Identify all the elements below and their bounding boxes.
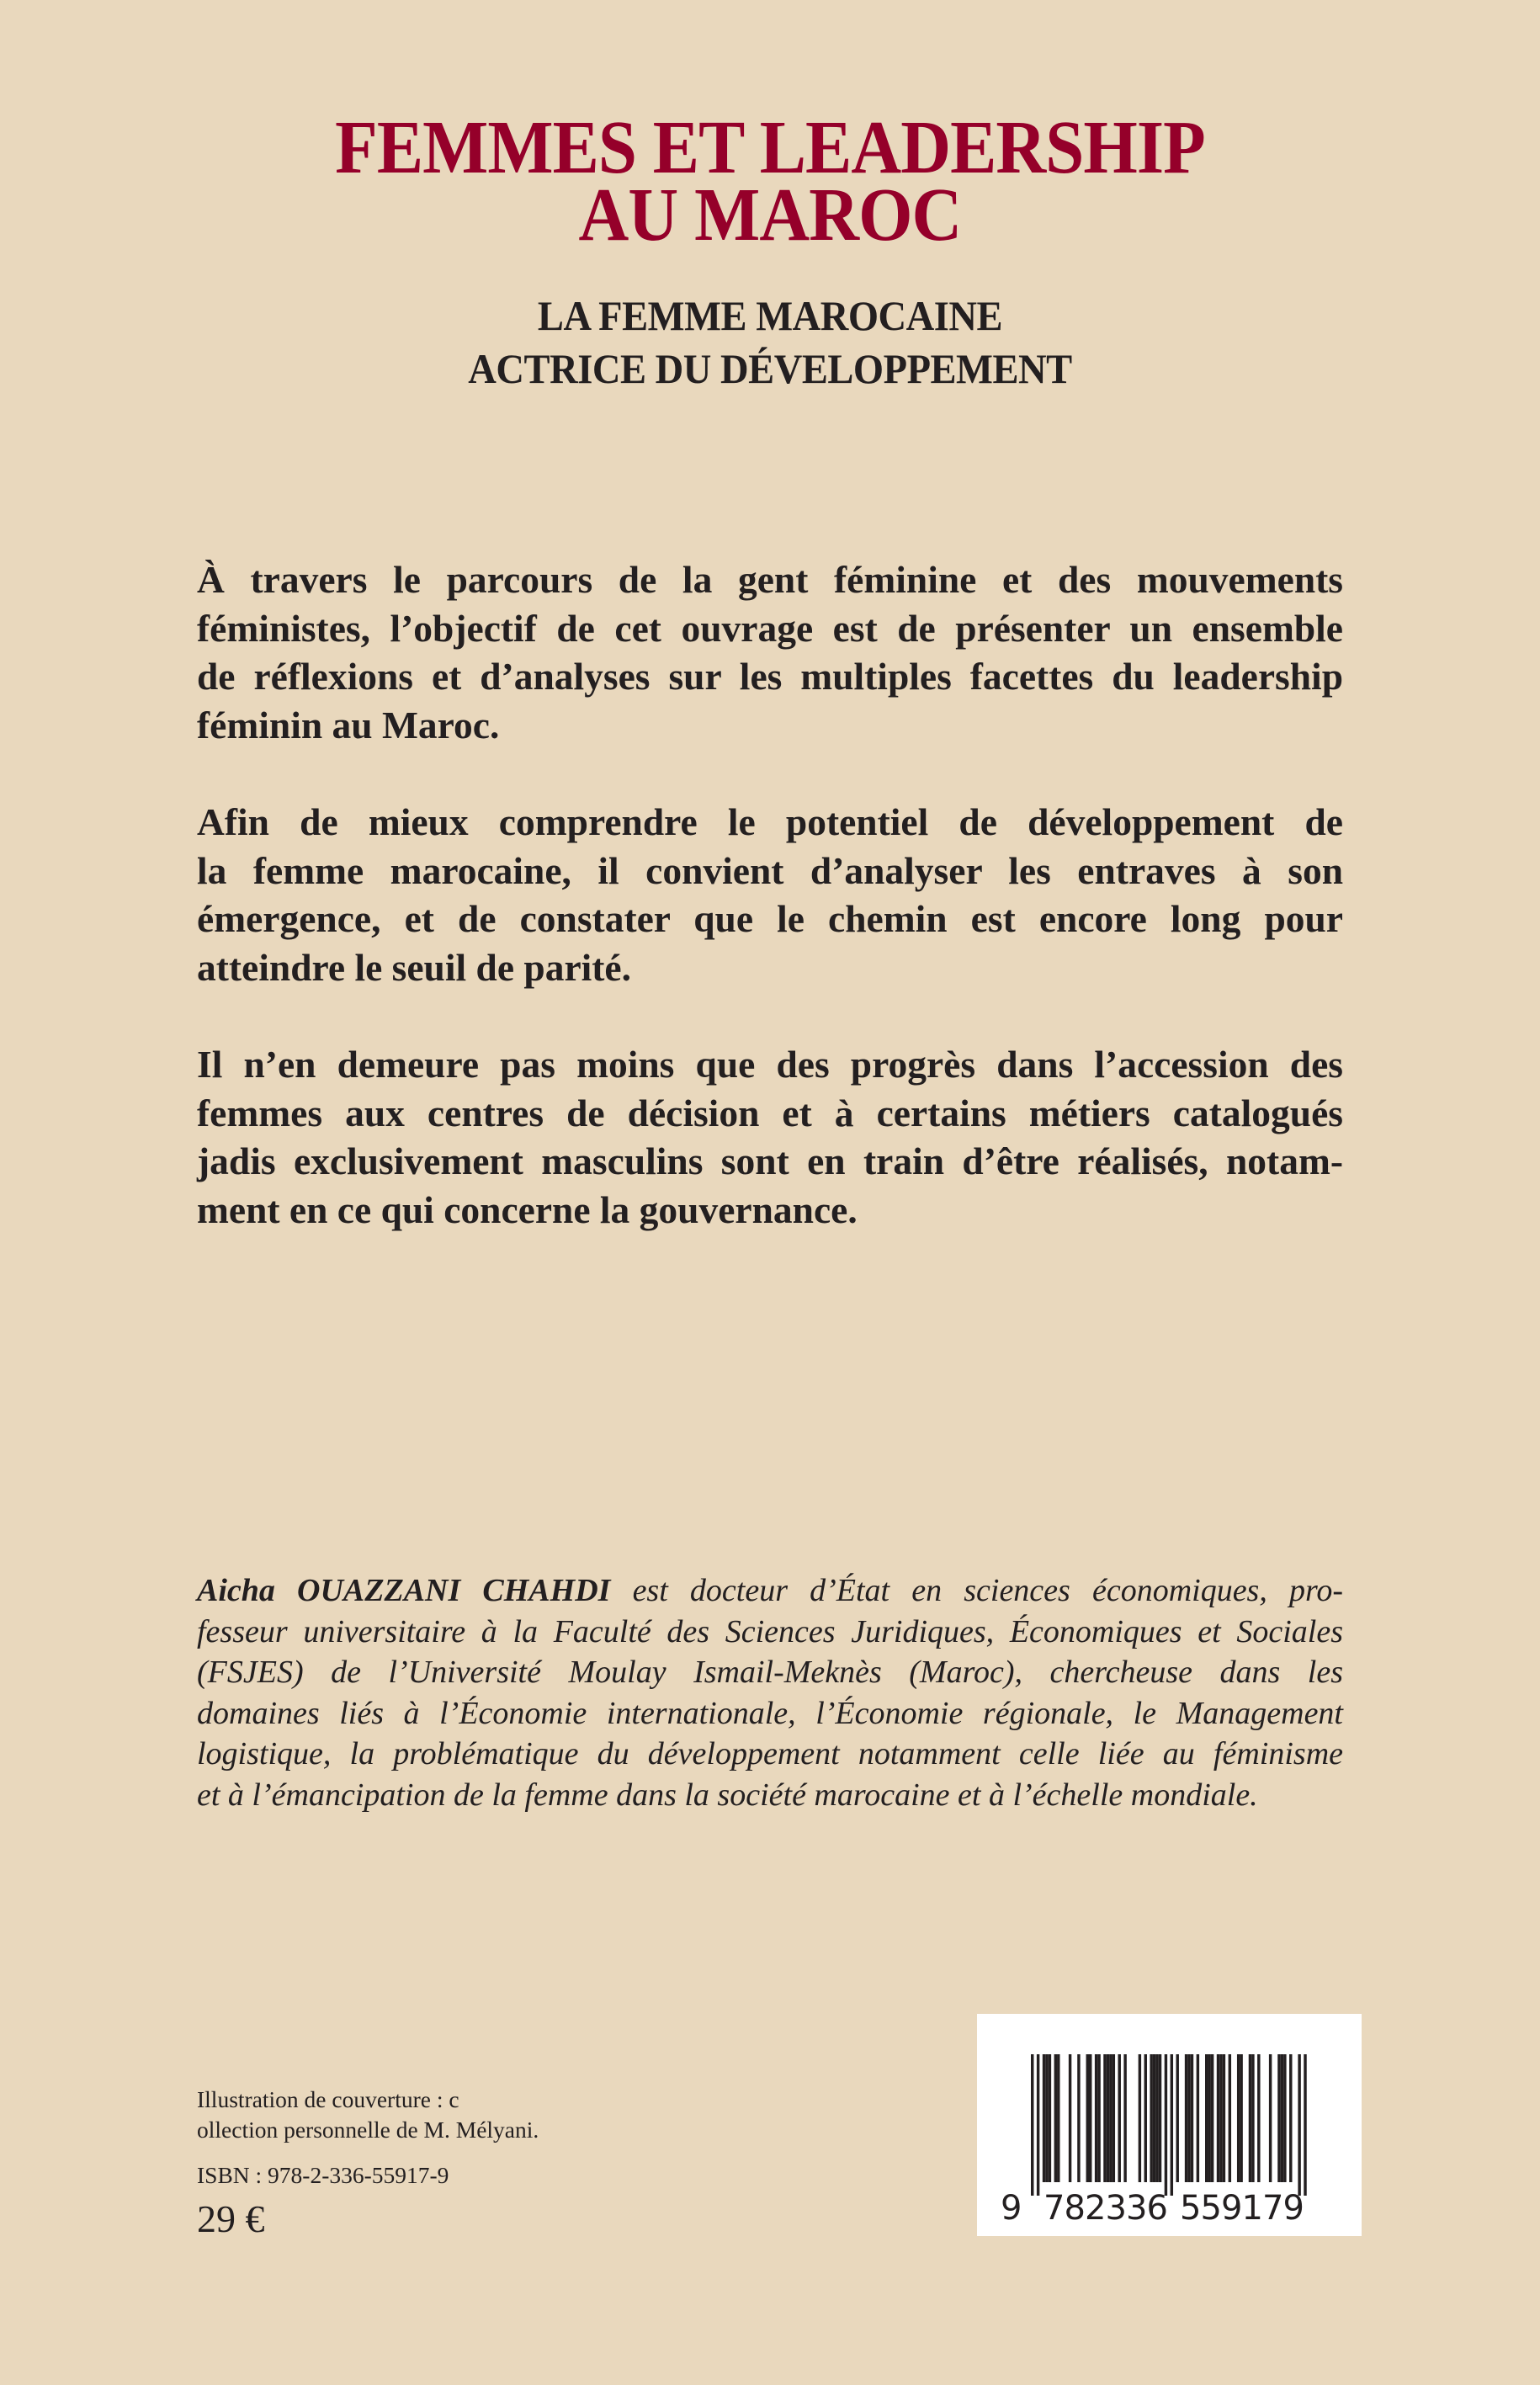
bio-line-1-rest: est docteur d’État en sciences économiques, pro- — [610, 1573, 1344, 1608]
barcode — [977, 2014, 1362, 2236]
blurb-paragraph-2 — [197, 798, 1343, 991]
text-line: À travers le parcours de la gent féminine et des mouvements — [197, 558, 1343, 601]
text-line: Afin de mieux comprendre le potentiel de développement de — [197, 800, 1343, 843]
text-line: femmes aux centres de décision et à certains métiers catalogués — [197, 1091, 1343, 1134]
book-subtitle-line-2: ACTRICE DU DÉVELOPPEMENT — [468, 345, 1072, 392]
text-line: fesseur universitaire à la Faculté des Sciences Juridiques, Économiques et Sociales — [197, 1613, 1343, 1649]
book-title-line-1: FEMMES ET LEADERSHIP — [335, 106, 1205, 189]
book-subtitle-line-1: LA FEMME MAROCAINE — [537, 292, 1003, 339]
text-line: Il n’en demeure pas moins que des progrès dans l’accession des — [197, 1043, 1343, 1086]
book-title-line-2: AU MAROC — [578, 173, 962, 257]
price-label: 29 € — [197, 2197, 265, 2240]
author-bio — [197, 1570, 1343, 1815]
text-line: émergence, et de constater que le chemin est encore long pour — [197, 897, 1343, 940]
text-line: de réflexions et d’analyses sur les multiples facettes du leadership — [197, 655, 1343, 698]
illustration-credit — [197, 2085, 702, 2145]
text-line: logistique, la problématique du développement notamment celle liée au féminisme — [197, 1736, 1343, 1771]
text-line: (FSJES) de l’Université Moulay Ismail-Meknès (Maroc), chercheuse dans les — [197, 1655, 1343, 1690]
text-line: ment en ce qui concerne la gouvernance. — [197, 1187, 858, 1231]
illustration-credit-line-2: ollection personnelle de M. Mélyani. — [197, 2117, 539, 2143]
text-line: féministes, l’objectif de cet ouvrage est de présenter un ensemble — [197, 606, 1343, 650]
illustration-credit-line-1: Illustration de couverture : c — [197, 2086, 459, 2112]
text-line — [197, 1570, 1343, 1612]
blurb-paragraph-1 — [197, 555, 1343, 749]
barcode-digits-right: 559179 — [1180, 2189, 1304, 2228]
text-line: domaines liés à l’Économie internationale, l’Économie régionale, le Management — [197, 1695, 1343, 1731]
blurb-paragraph-3 — [197, 1040, 1343, 1234]
text-line: la femme marocaine, il convient d’analyser les entraves à son — [197, 848, 1343, 892]
text-line: féminin au Maroc. — [197, 703, 500, 746]
isbn-label: ISBN : 978-2-336-55917-9 — [197, 2162, 449, 2188]
text-line: atteindre le seuil de parité. — [197, 945, 632, 989]
barcode-digits-left: 782336 — [1043, 2189, 1168, 2228]
barcode-bars-icon — [977, 2014, 1362, 2236]
text-line: et à l’émancipation de la femme dans la société marocaine et à l’échelle mondiale. — [197, 1777, 1258, 1813]
author-name: Aicha OUAZZANI CHAHDI — [197, 1573, 611, 1608]
text-line: jadis exclusivement masculins sont en train d’être réalisés, notam- — [197, 1139, 1343, 1182]
barcode-digit-lead: 9 — [1001, 2189, 1022, 2228]
